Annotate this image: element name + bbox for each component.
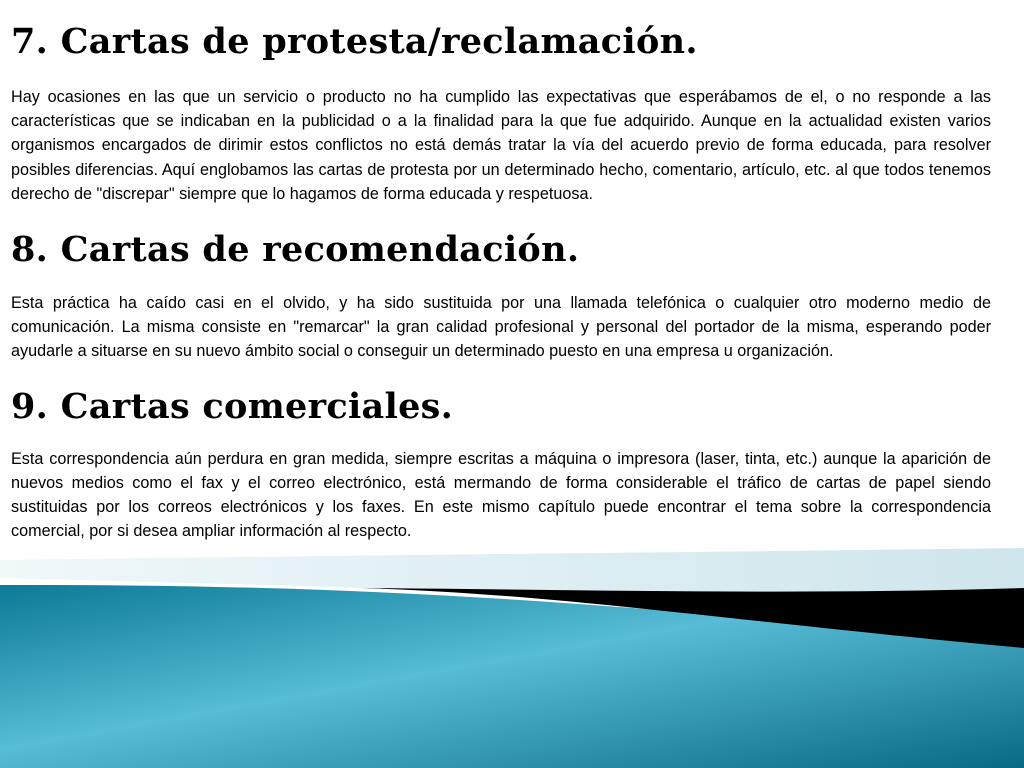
section-body-protest-letters: Hay ocasiones en las que un servicio o producto no ha cumplido las expectativas que esperábamos de el, o no responde a las características que se indicaban en la publicidad o a la finalidad para la que fue adquirido. Aunque en la actualidad existen varios organismos encargados de dirimir estos conflictos no está demás tratar la vía del acuerdo previo de forma educada, para resolver posibles diferencias. Aquí englobamos las cartas de protesta por un determinado hecho, comentario, artículo, etc. al que todos tenemos derecho de "discrepar" siempre que lo hagamos de forma educada y respetuosa. xyxy=(11,88,991,203)
section-body-commercial-letters: Esta correspondencia aún perdura en gran medida, siempre escritas a máquina o impresora (laser, tinta, etc.) aunque la aparición de nuevos medios como el fax y el correo electrónico, está mermando de forma considerable el tráfico de cartas de papel siendo sustituidas por los correos electrónicos y los faxes. En este mismo capítulo puede encontrar el tema sobre la correspondencia comercial, por si desea ampliar información al respecto. xyxy=(11,449,991,541)
section-title-protest-letters: 7. Cartas de protesta/reclamación. xyxy=(11,21,698,62)
slide-content xyxy=(11,0,991,543)
section-title-recommendation-letters: 8. Cartas de recomendación. xyxy=(11,229,580,271)
section-body-recommendation-letters: Esta práctica ha caído casi en el olvido, y ha sido sustituida por una llamada telefónica o cualquier otro moderno medio de comunicación. La misma consiste en "remarcar" la gran calidad profesional y personal del portador de la misma, esperando poder ayudarle a situarse en su nuevo ámbito social o conseguir un determinado puesto en una empresa u organización. xyxy=(11,294,991,361)
section-title-commercial-letters: 9. Cartas comerciales. xyxy=(11,385,454,427)
